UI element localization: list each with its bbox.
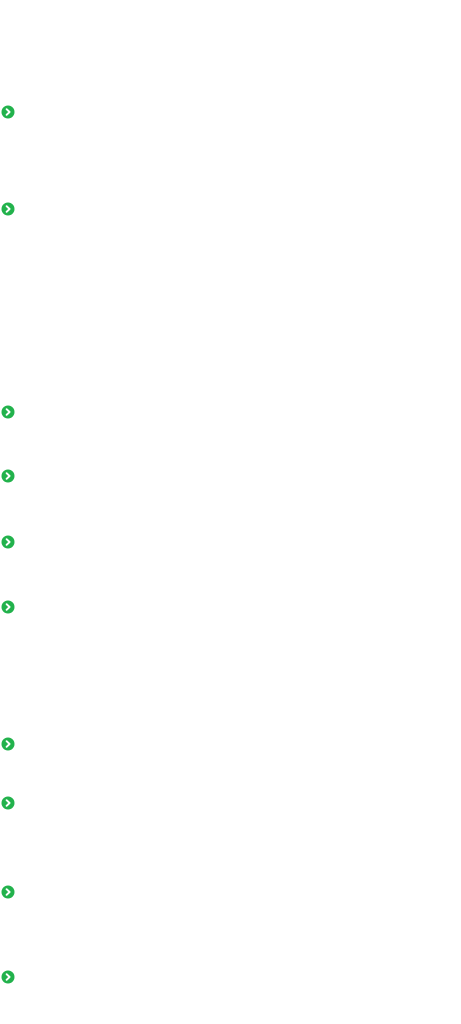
chevron-right-circle-icon: [1, 535, 15, 549]
chevron-right-circle-icon: [1, 405, 15, 419]
chevron-right-circle-icon[interactable]: [1, 970, 15, 984]
chevron-right-circle-icon[interactable]: [1, 469, 15, 483]
chevron-right-circle-icon[interactable]: [1, 535, 15, 549]
chevron-right-circle-icon[interactable]: [1, 737, 15, 751]
chevron-right-circle-icon: [1, 885, 15, 899]
chevron-right-circle-icon: [1, 105, 15, 119]
chevron-right-circle-icon[interactable]: [1, 105, 15, 119]
chevron-right-circle-icon: [1, 600, 15, 614]
chevron-right-circle-icon[interactable]: [1, 600, 15, 614]
chevron-right-circle-icon[interactable]: [1, 405, 15, 419]
chevron-right-circle-icon: [1, 469, 15, 483]
chevron-right-circle-icon: [1, 796, 15, 810]
chevron-right-circle-icon[interactable]: [1, 796, 15, 810]
chevron-right-circle-icon: [1, 737, 15, 751]
chevron-right-circle-icon: [1, 970, 15, 984]
chevron-right-circle-icon[interactable]: [1, 202, 15, 216]
chevron-right-circle-icon[interactable]: [1, 885, 15, 899]
chevron-right-circle-icon: [1, 202, 15, 216]
